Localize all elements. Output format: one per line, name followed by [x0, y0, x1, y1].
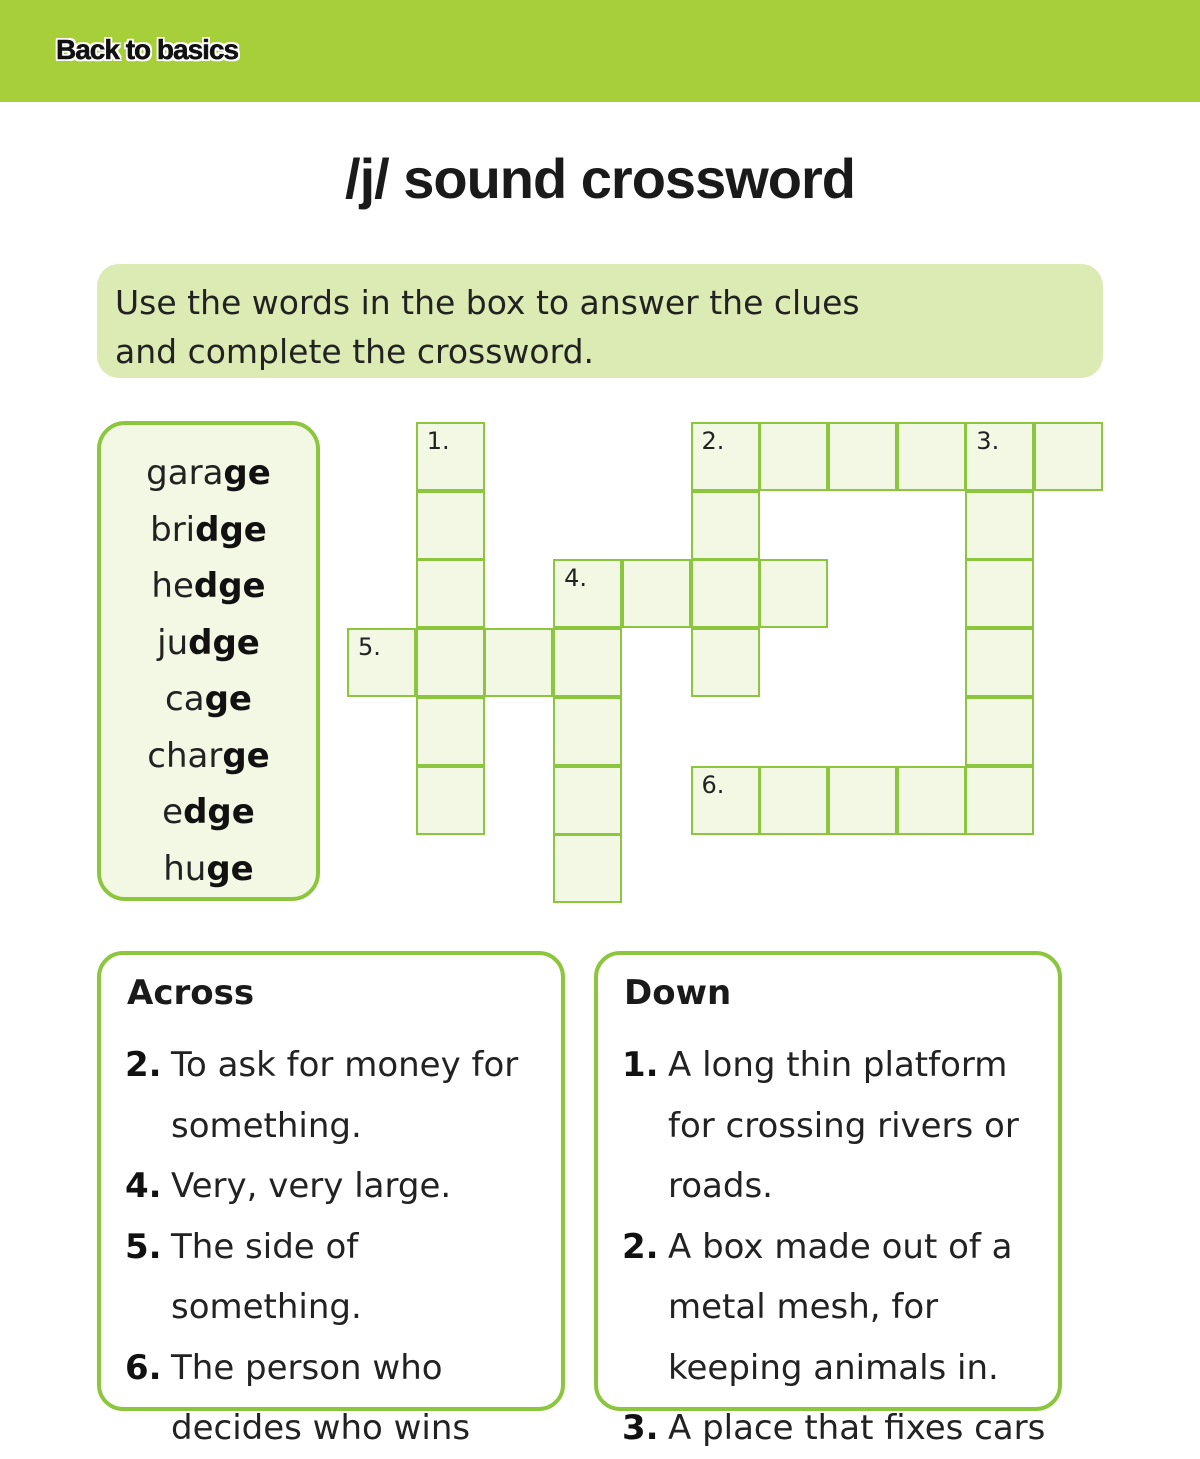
across-clue	[125, 1338, 545, 1459]
word-box-item: huge	[163, 848, 254, 889]
page-title: /j/ sound crossword	[345, 147, 855, 210]
header-bar	[0, 0, 1200, 102]
instructions-box	[97, 264, 1103, 378]
word-box	[97, 421, 320, 901]
crossword-cell[interactable]	[691, 491, 760, 560]
crossword-clue-number: 5.	[358, 633, 381, 662]
crossword-cell[interactable]	[416, 422, 485, 491]
crossword-cell[interactable]	[553, 697, 622, 766]
crossword-cell[interactable]	[965, 491, 1034, 560]
across-heading: Across	[127, 973, 255, 1013]
crossword-clue-number: 2.	[701, 427, 725, 455]
crossword-cell[interactable]	[347, 628, 416, 697]
instructions-line-2: and complete the crossword.	[115, 332, 595, 371]
crossword-cell[interactable]	[691, 422, 760, 491]
crossword-cell[interactable]	[965, 422, 1034, 491]
crossword-cell[interactable]	[622, 559, 691, 628]
down-clue	[622, 1035, 1052, 1217]
down-heading: Down	[624, 973, 732, 1013]
crossword-cell[interactable]	[965, 559, 1034, 628]
crossword-cell[interactable]	[759, 766, 828, 835]
crossword-cell[interactable]	[416, 697, 485, 766]
down-clue-number: 3.	[622, 1408, 659, 1448]
down-clue-text: A box made out of a metal mesh, for keeping animals in.	[668, 1226, 1013, 1388]
across-clue-text: The side of something.	[171, 1226, 362, 1327]
crossword-cell[interactable]	[416, 628, 485, 697]
word-box-item: cage	[165, 679, 252, 719]
down-clue-number: 1.	[622, 1045, 659, 1085]
instructions-line-1: Use the words in the box to answer the clues	[115, 283, 860, 322]
down-clue-text: A place that fixes cars	[668, 1408, 1046, 1448]
crossword-cell[interactable]	[691, 766, 760, 835]
crossword-cell[interactable]	[965, 628, 1034, 697]
crossword-cell[interactable]	[553, 834, 622, 903]
word-box-item: bridge	[150, 509, 267, 550]
crossword-cell[interactable]	[553, 628, 622, 697]
crossword-cell[interactable]	[553, 766, 622, 835]
across-clue-text: To ask for money for something.	[171, 1045, 519, 1146]
across-clue	[125, 1035, 545, 1156]
crossword-cell[interactable]	[828, 766, 897, 835]
across-clues-panel	[97, 951, 565, 1448]
across-clue-number: 2.	[125, 1045, 162, 1085]
crossword-cell[interactable]	[416, 491, 485, 560]
across-clue-text: The person who decides who wins	[171, 1347, 471, 1448]
word-box-item: hedge	[151, 566, 266, 606]
crossword-clue-number: 4.	[564, 564, 587, 593]
across-clue	[125, 1217, 545, 1338]
down-clue-text: A long thin platform for crossing rivers or roads.	[668, 1045, 1019, 1206]
crossword-cell[interactable]	[965, 766, 1034, 835]
crossword-cell[interactable]	[1034, 422, 1103, 491]
crossword-cell[interactable]	[965, 697, 1034, 766]
word-box-item: judge	[157, 622, 260, 663]
word-box-item: edge	[162, 792, 255, 832]
down-clue	[622, 1217, 1052, 1399]
crossword-cell[interactable]	[897, 422, 966, 491]
down-clue	[622, 1398, 1052, 1459]
crossword-cell[interactable]	[484, 628, 553, 697]
across-clue-number: 5.	[125, 1226, 162, 1267]
across-clue-number: 6.	[125, 1347, 162, 1388]
crossword-cell[interactable]	[759, 422, 828, 491]
crossword-cell[interactable]	[416, 766, 485, 835]
crossword-clue-number: 3.	[976, 427, 1000, 455]
crossword-cell[interactable]	[897, 766, 966, 835]
across-clue	[125, 1156, 545, 1217]
down-clues-panel	[594, 951, 1062, 1448]
across-clue-number: 4.	[125, 1166, 162, 1206]
header-title: Back to basics	[56, 34, 239, 65]
crossword-cell[interactable]	[416, 559, 485, 628]
word-box-item: charge	[147, 735, 270, 776]
crossword-clue-number: 1.	[426, 427, 450, 455]
crossword-cell[interactable]	[691, 559, 760, 628]
crossword-cell[interactable]	[828, 422, 897, 491]
crossword-cell[interactable]	[553, 559, 622, 628]
down-clue-number: 2.	[622, 1226, 659, 1267]
crossword-cell[interactable]	[759, 559, 828, 628]
crossword-cell[interactable]	[691, 628, 760, 697]
crossword-clue-number: 6.	[701, 770, 725, 799]
across-clue-text: Very, very large.	[171, 1166, 452, 1206]
word-box-item: garage	[146, 453, 271, 493]
